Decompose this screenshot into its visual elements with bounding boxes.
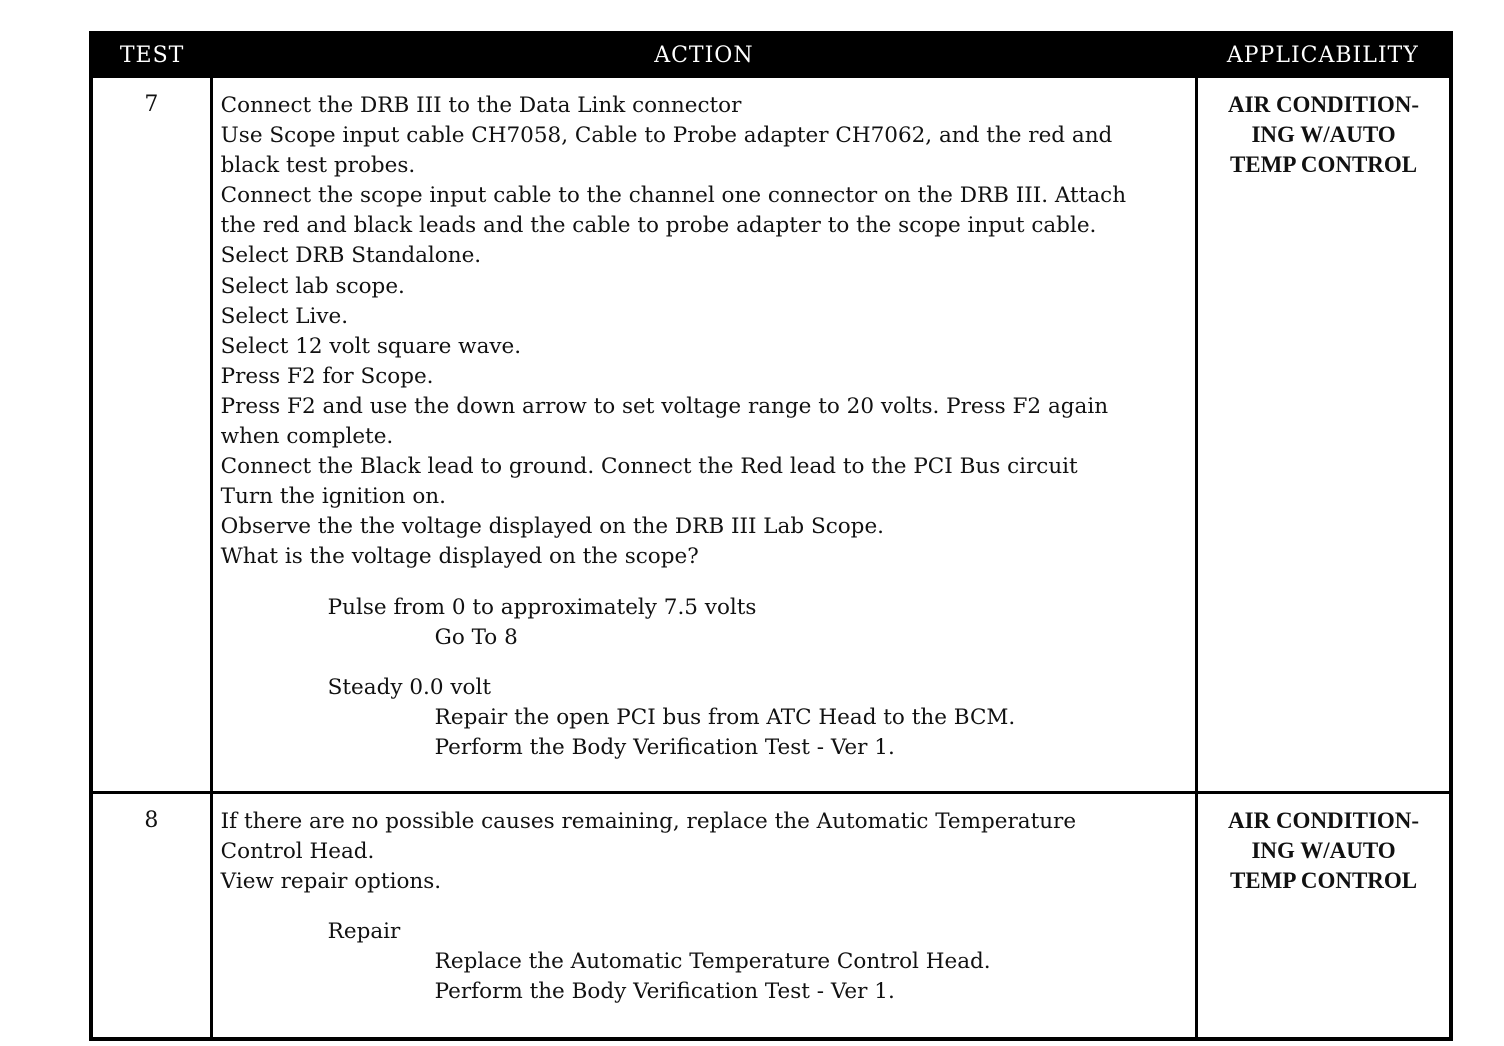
option-label: Pulse from 0 to approximately 7.5 volts — [327, 594, 757, 620]
action-cell — [211, 77, 1196, 793]
option-step: Repair the open PCI bus from ATC Head to the BCM. — [434, 704, 1016, 730]
applicability-cell — [1197, 77, 1451, 793]
action-line: Connect the Black lead to ground. Connect the Red lead to the PCI Bus circuit — [220, 454, 1078, 480]
action-line: Select 12 volt square wave. — [220, 333, 522, 359]
action-cell — [211, 793, 1196, 1040]
header-test: TEST — [91, 33, 211, 77]
applicability-line: ING W/AUTO — [1251, 122, 1396, 147]
result-option — [221, 593, 1189, 653]
action-line: Connect the DRB III to the Data Link connector — [220, 93, 742, 118]
option-step: Replace the Automatic Temperature Control Head. — [434, 949, 991, 975]
result-option — [221, 673, 1189, 763]
test-number: 8 — [91, 793, 211, 1040]
action-line: black test probes. — [220, 153, 416, 179]
action-line: Select DRB Standalone. — [220, 243, 482, 269]
header-applicability: APPLICABILITY — [1197, 33, 1451, 77]
action-line: Use Scope input cable CH7058, Cable to Probe adapter CH7062, and the red and — [220, 123, 1113, 149]
table-row — [91, 793, 1451, 1040]
action-line: What is the voltage displayed on the scope? — [220, 544, 699, 570]
action-line: when complete. — [220, 424, 394, 450]
action-line: View repair options. — [220, 869, 442, 895]
option-step: Go To 8 — [434, 624, 518, 650]
header-action: ACTION — [211, 33, 1196, 77]
table-header-row — [91, 33, 1451, 77]
table-row — [91, 77, 1451, 793]
applicability-line: TEMP CONTROL — [1229, 868, 1418, 893]
action-line: Select lab scope. — [220, 273, 405, 299]
action-line: If there are no possible causes remaining, replace the Automatic Temperature — [220, 809, 1077, 834]
option-step: Perform the Body Verification Test - Ver 1. — [434, 979, 895, 1005]
action-line: Connect the scope input cable to the channel one connector on the DRB III. Attach — [220, 183, 1127, 209]
action-line: Select Live. — [220, 303, 349, 329]
option-label: Repair — [327, 919, 401, 945]
action-line: Press F2 and use the down arrow to set voltage range to 20 volts. Press F2 again — [220, 393, 1109, 419]
applicability-line: AIR CONDITION- — [1228, 92, 1420, 117]
diagnostic-test-table — [89, 31, 1453, 1041]
action-line: Control Head. — [220, 839, 375, 865]
action-line: Turn the ignition on. — [220, 484, 446, 510]
action-line: Press F2 for Scope. — [220, 363, 434, 389]
action-line: the red and black leads and the cable to probe adapter to the scope input cable. — [220, 213, 1097, 239]
option-label: Steady 0.0 volt — [327, 674, 491, 700]
applicability-line: ING W/AUTO — [1251, 838, 1396, 863]
action-line: Observe the the voltage displayed on the DRB III Lab Scope. — [220, 514, 885, 540]
applicability-cell — [1197, 793, 1451, 1040]
result-option — [221, 917, 1189, 1007]
applicability-line: TEMP CONTROL — [1229, 152, 1418, 177]
test-number: 7 — [91, 77, 211, 793]
option-step: Perform the Body Verification Test - Ver 1. — [434, 734, 895, 760]
applicability-line: AIR CONDITION- — [1228, 808, 1420, 833]
